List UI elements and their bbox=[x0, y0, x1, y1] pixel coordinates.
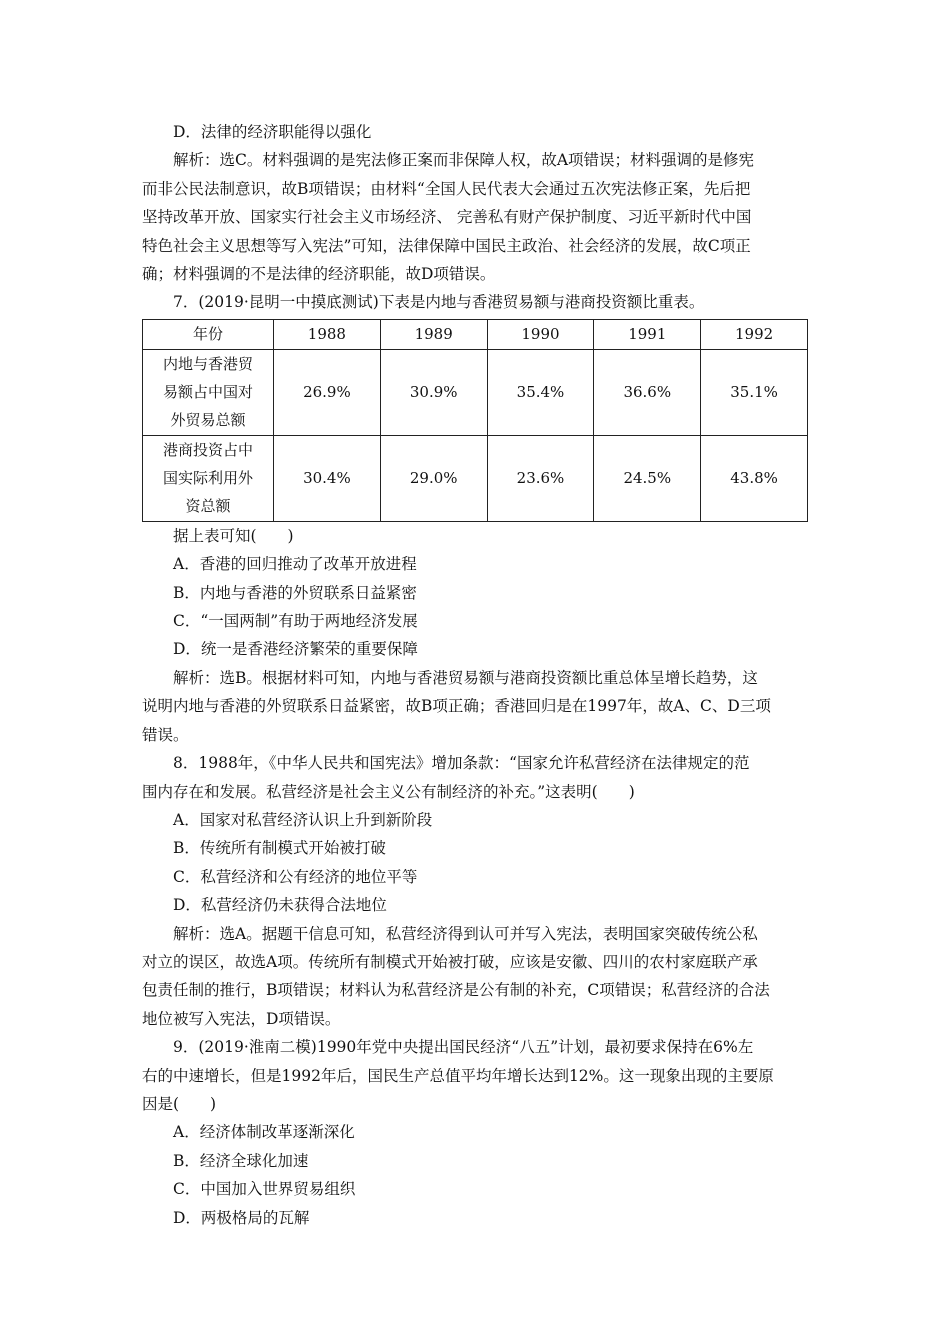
row-label-line: 内地与香港贸 bbox=[162, 355, 253, 374]
q8-analysis-line: 地位被写入宪法，D项错误。 bbox=[142, 1009, 341, 1028]
table-cell: 30.9% bbox=[380, 349, 487, 435]
q7-option-d: D．统一是香港经济繁荣的重要保障 bbox=[173, 640, 418, 659]
q6-analysis-line: 确；材料强调的不是法律的经济职能，故D项错误。 bbox=[142, 265, 496, 284]
table-cell: 23.6% bbox=[487, 435, 594, 521]
q9-option-c: C．中国加入世界贸易组织 bbox=[173, 1180, 356, 1199]
q8-analysis-line: 包责任制的推行，B项错误；材料认为私营经济是公有制的补充，C项错误；私营经济的合法 bbox=[142, 981, 770, 1000]
q6-analysis-line: 坚持改革开放、国家实行社会主义市场经济、 完善私有财产保护制度、习近平新时代中国 bbox=[142, 208, 752, 227]
q8-option-d: D．私营经济仍未获得合法地位 bbox=[173, 896, 387, 915]
table-cell: 26.9% bbox=[274, 349, 381, 435]
q9-stem bbox=[142, 1033, 810, 1118]
q7-option-c: C．“一国两制”有助于两地经济发展 bbox=[173, 612, 418, 631]
q9-option-b: B．经济全球化加速 bbox=[173, 1151, 309, 1170]
q8-analysis-line: 对立的误区，故选A项。传统所有制模式开始被打破，应该是安徽、四川的农村家庭联产承 bbox=[142, 952, 758, 971]
q6-analysis-line: 解析：选C。材料强调的是宪法修正案而非保障人权，故A项错误；材料强调的是修宪 bbox=[173, 151, 755, 170]
q8-analysis-line: 解析：选A。据题干信息可知，私营经济得到认可并写入宪法，表明国家突破传统公私 bbox=[173, 924, 758, 943]
q8-stem-line: 围内存在和发展。私营经济是社会主义公有制经济的补充。”这表明( ) bbox=[142, 782, 635, 801]
row-label-line: 外贸易总额 bbox=[170, 411, 246, 430]
table-header-cell: 1992 bbox=[701, 319, 808, 349]
q7-option-a: A．香港的回归推动了改革开放进程 bbox=[173, 555, 417, 574]
q7-data-table bbox=[142, 319, 808, 522]
q7-stem: 7．(2019·昆明一中摸底测试)下表是内地与香港贸易额与港商投资额比重表。 bbox=[173, 293, 705, 312]
table-row bbox=[143, 435, 808, 521]
table-cell: 43.8% bbox=[701, 435, 808, 521]
table-row-label bbox=[143, 349, 274, 435]
q6-option-d: D．法律的经济职能得以强化 bbox=[173, 123, 372, 141]
q8-option-a: A．国家对私营经济认识上升到新阶段 bbox=[173, 810, 433, 829]
q9-option-a: A．经济体制改革逐渐深化 bbox=[173, 1123, 355, 1142]
q8-stem bbox=[142, 749, 810, 806]
q7-analysis bbox=[142, 664, 810, 749]
row-label-line: 港商投资占中 bbox=[162, 441, 253, 460]
q7-analysis-line: 解析：选B。根据材料可知，内地与香港贸易额与港商投资额比重总体呈增长趋势，这 bbox=[173, 668, 758, 687]
q6-analysis-line: 而非公民法制意识，故B项错误；由材料“全国人民代表大会通过五次宪法修正案，先后把 bbox=[142, 179, 751, 198]
row-label-line: 易额占中国对 bbox=[162, 383, 253, 402]
q8-option-b: B．传统所有制模式开始被打破 bbox=[173, 839, 386, 858]
table-header-cell: 年份 bbox=[143, 319, 274, 349]
q8-stem-line: 8．1988年，《中华人民共和国宪法》增加条款：“国家允许私营经济在法律规定的范 bbox=[173, 754, 750, 773]
page-content bbox=[142, 118, 810, 1232]
q8-analysis bbox=[142, 920, 810, 1034]
row-label-line: 国实际利用外 bbox=[162, 469, 253, 488]
q9-stem-line: 右的中速增长，但是1992年后，国民生产总值平均年增长达到12%。这一现象出现的主要原 bbox=[142, 1066, 774, 1085]
q7-option-b: B．内地与香港的外贸联系日益紧密 bbox=[173, 583, 417, 602]
table-cell: 36.6% bbox=[594, 349, 701, 435]
table-header-cell: 1988 bbox=[274, 319, 381, 349]
table-header-row bbox=[143, 319, 808, 349]
q7-question: 据上表可知( ) bbox=[173, 526, 294, 545]
table-cell: 35.1% bbox=[701, 349, 808, 435]
q6-analysis bbox=[142, 146, 810, 288]
row-label-line: 资总额 bbox=[185, 497, 231, 516]
q7-analysis-line: 说明内地与香港的外贸联系日益紧密，故B项正确；香港回归是在1997年，故A、C、D三项 bbox=[142, 697, 771, 716]
q8-option-c: C．私营经济和公有经济的地位平等 bbox=[173, 867, 418, 886]
table-cell: 29.0% bbox=[380, 435, 487, 521]
q7-analysis-line: 错误。 bbox=[142, 725, 189, 744]
table-cell: 24.5% bbox=[594, 435, 701, 521]
q9-stem-line: 因是( ) bbox=[142, 1094, 217, 1113]
table-row-label bbox=[143, 435, 274, 521]
table-row bbox=[143, 349, 808, 435]
table-cell: 30.4% bbox=[274, 435, 381, 521]
q6-analysis-line: 特色社会主义思想等写入宪法”可知，法律保障中国民主政治、社会经济的发展，故C项正 bbox=[142, 236, 751, 255]
table-cell: 35.4% bbox=[487, 349, 594, 435]
q9-stem-line: 9．(2019·淮南二模)1990年党中央提出国民经济“八五”计划，最初要求保持在6%左 bbox=[173, 1038, 754, 1057]
table-header-cell: 1989 bbox=[380, 319, 487, 349]
table-header-cell: 1991 bbox=[594, 319, 701, 349]
q9-option-d: D．两极格局的瓦解 bbox=[173, 1208, 310, 1227]
table-header-cell: 1990 bbox=[487, 319, 594, 349]
